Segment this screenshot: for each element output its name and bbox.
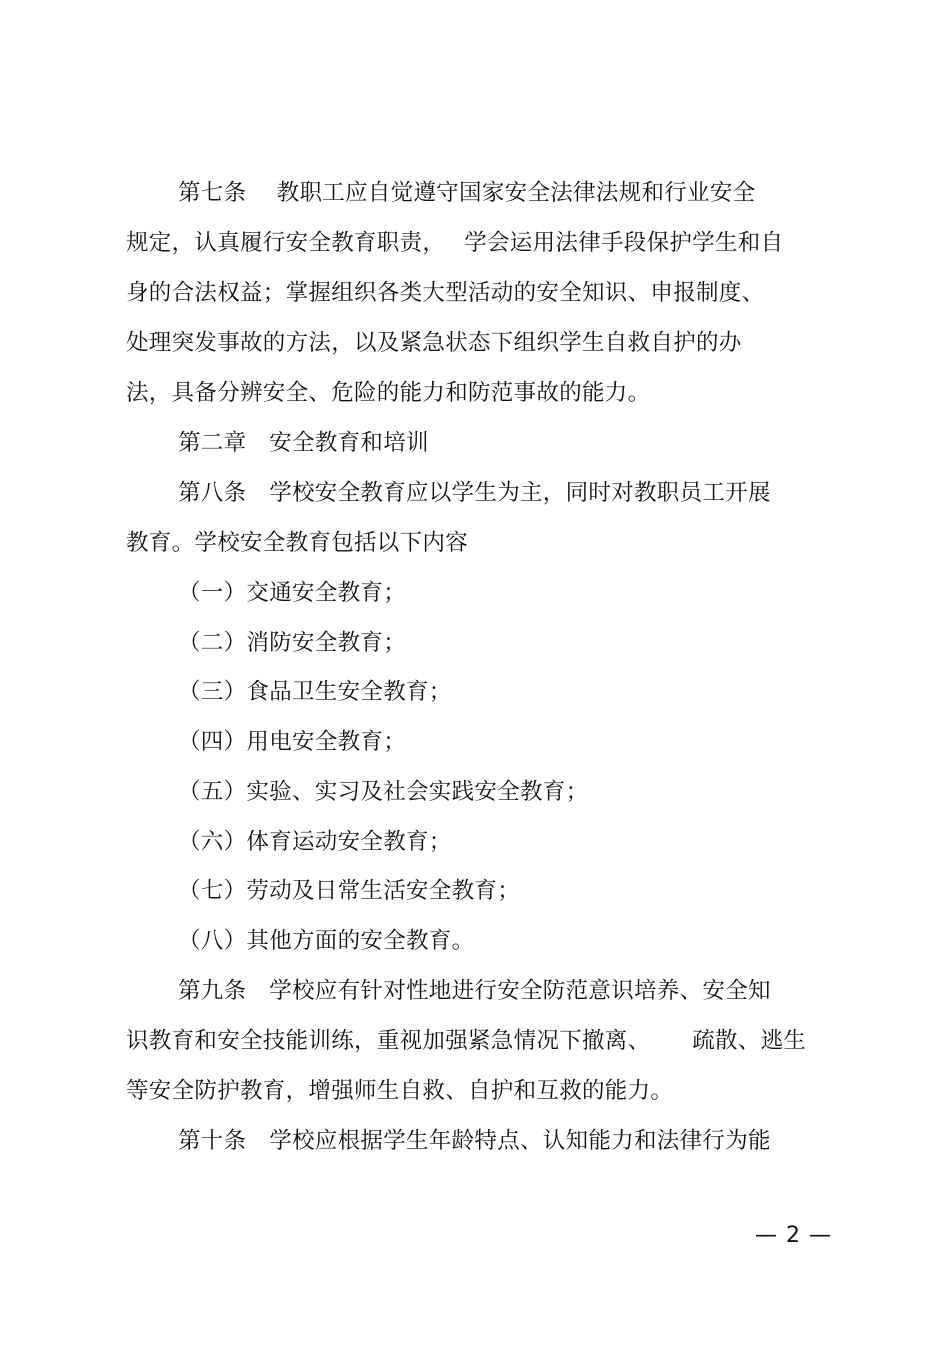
page-number: — 2 — bbox=[755, 1223, 832, 1248]
paragraph-article-7-line-3: 身的合法权益；掌握组织各类大型活动的安全知识、申报制度、 bbox=[126, 280, 765, 306]
list-item-5: （五）实验、实习及社会实践安全教育； bbox=[178, 779, 589, 805]
paragraph-article-8-line-2: 教育。学校安全教育包括以下内容 bbox=[126, 530, 469, 556]
paragraph-article-8-line-1: 第八条 学校安全教育应以学生为主，同时对教职员工开展 bbox=[178, 480, 771, 506]
chapter-2-heading: 第二章 安全教育和培训 bbox=[178, 430, 429, 456]
list-item-2: （二）消防安全教育； bbox=[178, 630, 407, 656]
list-item-8: （八）其他方面的安全教育。 bbox=[178, 928, 475, 954]
paragraph-article-9-line-2: 识教育和安全技能训练，重视加强紧急情况下撤离、 疏散、逃生 bbox=[126, 1028, 807, 1054]
paragraph-article-7-line-1: 第七条 教职工应自觉遵守国家安全法律法规和行业安全 bbox=[178, 180, 756, 206]
list-item-1: （一）交通安全教育； bbox=[178, 580, 407, 606]
paragraph-article-7-line-4: 处理突发事故的方法，以及紧急状态下组织学生自救自护的办 bbox=[126, 330, 742, 356]
list-item-4: （四）用电安全教育； bbox=[178, 729, 407, 755]
list-item-7: （七）劳动及日常生活安全教育； bbox=[178, 878, 521, 904]
paragraph-article-7-line-5: 法，具备分辨安全、危险的能力和防范事故的能力。 bbox=[126, 380, 651, 406]
list-item-3: （三）食品卫生安全教育； bbox=[178, 679, 452, 705]
paragraph-article-9-line-1: 第九条 学校应有针对性地进行安全防范意识培养、安全知 bbox=[178, 978, 771, 1004]
paragraph-article-7-line-2: 规定，认真履行安全教育职责， 学会运用法律手段保护学生和自 bbox=[126, 230, 784, 256]
paragraph-article-9-line-3: 等安全防护教育，增强师生自救、自护和互救的能力。 bbox=[126, 1078, 674, 1104]
paragraph-article-10-line-1: 第十条 学校应根据学生年龄特点、认知能力和法律行为能 bbox=[178, 1128, 771, 1154]
list-item-6: （六）体育运动安全教育； bbox=[178, 829, 452, 855]
